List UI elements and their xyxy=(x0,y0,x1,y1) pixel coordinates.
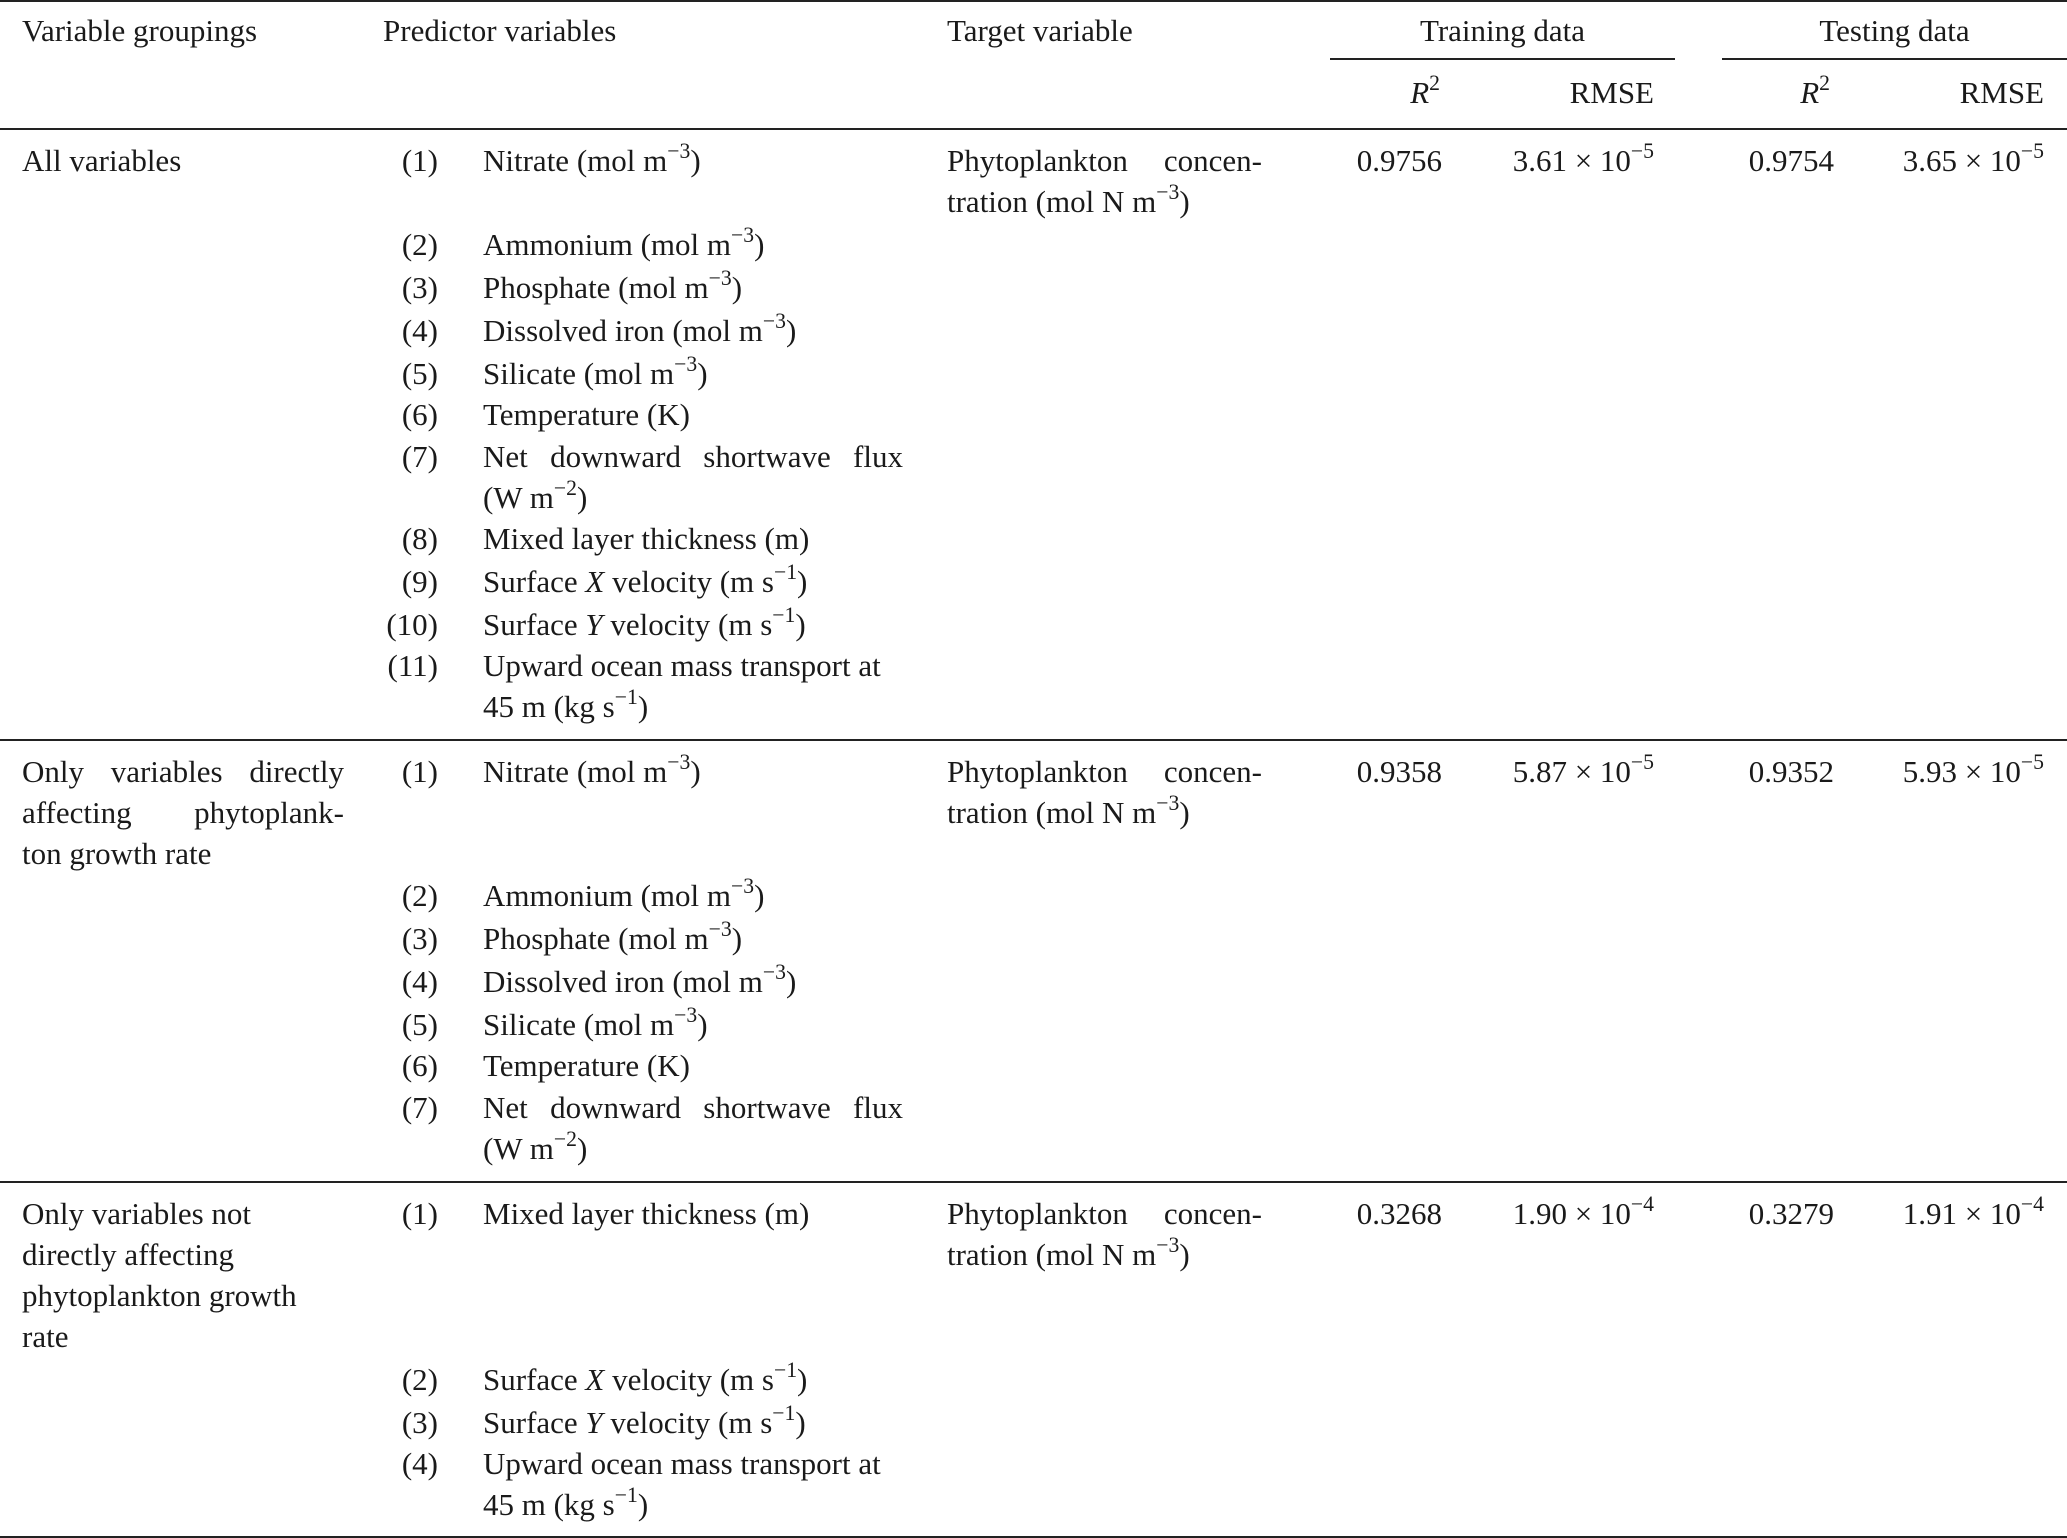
predictor-number: (5) xyxy=(401,1007,438,1042)
header-train-rmse: RMSE xyxy=(1569,75,1654,110)
predictor-number: (4) xyxy=(401,964,438,999)
predictor-shortwave-flux: Net downward shortwave flux (W $m^{-2}$) xyxy=(483,1090,903,1166)
header-predictors: Predictor variables xyxy=(383,13,617,48)
predictor-mixed-layer: Mixed layer thickness (m) xyxy=(483,521,810,556)
train-r2-value: 0.9358 xyxy=(1356,754,1442,789)
header-test-rmse: RMSE xyxy=(1959,75,2044,110)
header-train-r2: $R^2$ xyxy=(1410,70,1440,110)
header-groupings: Variable groupings xyxy=(22,13,258,48)
predictor-number: (7) xyxy=(401,1090,438,1125)
testing-cmidrule xyxy=(1722,58,2067,60)
predictor-number: (11) xyxy=(387,648,438,683)
group-directly-affecting: Only variables directly affecting phytoplank- ton growth rate xyxy=(22,754,344,871)
predictor-number: (10) xyxy=(386,607,438,642)
predictor-temperature: Temperature (K) xyxy=(483,397,690,432)
test-r2-value: 0.9352 xyxy=(1748,754,1834,789)
predictor-temperature: Temperature (K) xyxy=(483,1048,690,1083)
predictor-surface-x-velocity: Surface X velocity (m $s^{-1}$) xyxy=(483,1357,808,1397)
predictor-shortwave-flux: Net downward shortwave flux (W $m^{-2}$) xyxy=(483,439,903,515)
predictor-silicate: Silicate (mol $m^{-3}$) xyxy=(483,1002,708,1042)
predictor-number: (3) xyxy=(401,921,438,956)
predictor-number: (6) xyxy=(401,397,438,432)
predictor-nitrate: Nitrate (mol $m^{-3}$) xyxy=(483,749,701,789)
header-training: Training data xyxy=(1419,13,1586,48)
header-target: Target variable xyxy=(947,13,1133,48)
group-not-directly-affecting: Only variables not directly affecting phytoplankton growth rate xyxy=(22,1196,297,1354)
predictor-dissolved-iron: Dissolved iron (mol $m^{-3}$) xyxy=(483,959,797,999)
predictor-number: (3) xyxy=(401,1405,438,1440)
predictor-number: (4) xyxy=(401,1446,438,1481)
test-rmse-value: $5.93 \times 10^{-5}$ xyxy=(1902,749,2044,789)
train-r2-value: 0.9756 xyxy=(1356,143,1442,178)
test-rmse-value: $3.65 \times 10^{-5}$ xyxy=(1902,138,2044,178)
predictor-number: (2) xyxy=(401,227,438,262)
top-rule xyxy=(0,0,2067,2)
predictor-number: (6) xyxy=(401,1048,438,1083)
predictor-surface-y-velocity: Surface Y velocity (m $s^{-1}$) xyxy=(483,1400,806,1440)
train-r2-value: 0.3268 xyxy=(1356,1196,1442,1231)
group-all-variables: All variables xyxy=(22,143,182,178)
predictor-nitrate: Nitrate (mol $m^{-3}$) xyxy=(483,138,701,178)
train-rmse-value: $1.90 \times 10^{-4}$ xyxy=(1512,1191,1654,1231)
predictor-number: (2) xyxy=(401,878,438,913)
target-variable: Phytoplankton concen- tration (mol N $m^{-3}$) xyxy=(947,1196,1262,1272)
row-rule-2 xyxy=(0,1181,2067,1183)
predictor-phosphate: Phosphate (mol $m^{-3}$) xyxy=(483,916,743,956)
target-variable: Phytoplankton concen- tration (mol N $m^{-3}$) xyxy=(947,143,1262,219)
train-rmse-value: $3.61 \times 10^{-5}$ xyxy=(1512,138,1654,178)
predictor-upward-transport: Upward ocean mass transport at 45 m (kg $s^{-1}$) xyxy=(483,1446,881,1522)
predictor-number: (1) xyxy=(401,754,438,789)
row-rule-1 xyxy=(0,739,2067,741)
train-rmse-value: $5.87 \times 10^{-5}$ xyxy=(1512,749,1654,789)
test-r2-value: 0.9754 xyxy=(1748,143,1834,178)
test-rmse-value: $1.91 \times 10^{-4}$ xyxy=(1902,1191,2044,1231)
predictor-ammonium: Ammonium (mol $m^{-3}$) xyxy=(483,873,765,913)
predictor-surface-y-velocity: Surface Y velocity (m $s^{-1}$) xyxy=(483,602,806,642)
header-testing: Testing data xyxy=(1819,13,1970,48)
predictor-surface-x-velocity: Surface X velocity (m $s^{-1}$) xyxy=(483,559,808,599)
predictor-number: (1) xyxy=(401,1196,438,1231)
predictor-number: (5) xyxy=(401,356,438,391)
predictor-number: (2) xyxy=(401,1362,438,1397)
predictor-number: (8) xyxy=(401,521,438,556)
training-cmidrule xyxy=(1330,58,1675,60)
predictor-upward-transport: Upward ocean mass transport at 45 m (kg $s^{-1}$) xyxy=(483,648,881,724)
predictor-dissolved-iron: Dissolved iron (mol $m^{-3}$) xyxy=(483,308,797,348)
header-test-r2: $R^2$ xyxy=(1800,70,1830,110)
test-r2-value: 0.3279 xyxy=(1748,1196,1834,1231)
header-rule xyxy=(0,128,2067,130)
predictor-number: (4) xyxy=(401,313,438,348)
predictor-number: (9) xyxy=(401,564,438,599)
target-variable: Phytoplankton concen- tration (mol N $m^{-3}$) xyxy=(947,754,1262,830)
predictor-silicate: Silicate (mol $m^{-3}$) xyxy=(483,351,708,391)
predictor-number: (1) xyxy=(401,143,438,178)
predictor-ammonium: Ammonium (mol $m^{-3}$) xyxy=(483,222,765,262)
predictor-number: (7) xyxy=(401,439,438,474)
predictor-mixed-layer: Mixed layer thickness (m) xyxy=(483,1196,810,1231)
predictor-number: (3) xyxy=(401,270,438,305)
predictor-phosphate: Phosphate (mol $m^{-3}$) xyxy=(483,265,743,305)
